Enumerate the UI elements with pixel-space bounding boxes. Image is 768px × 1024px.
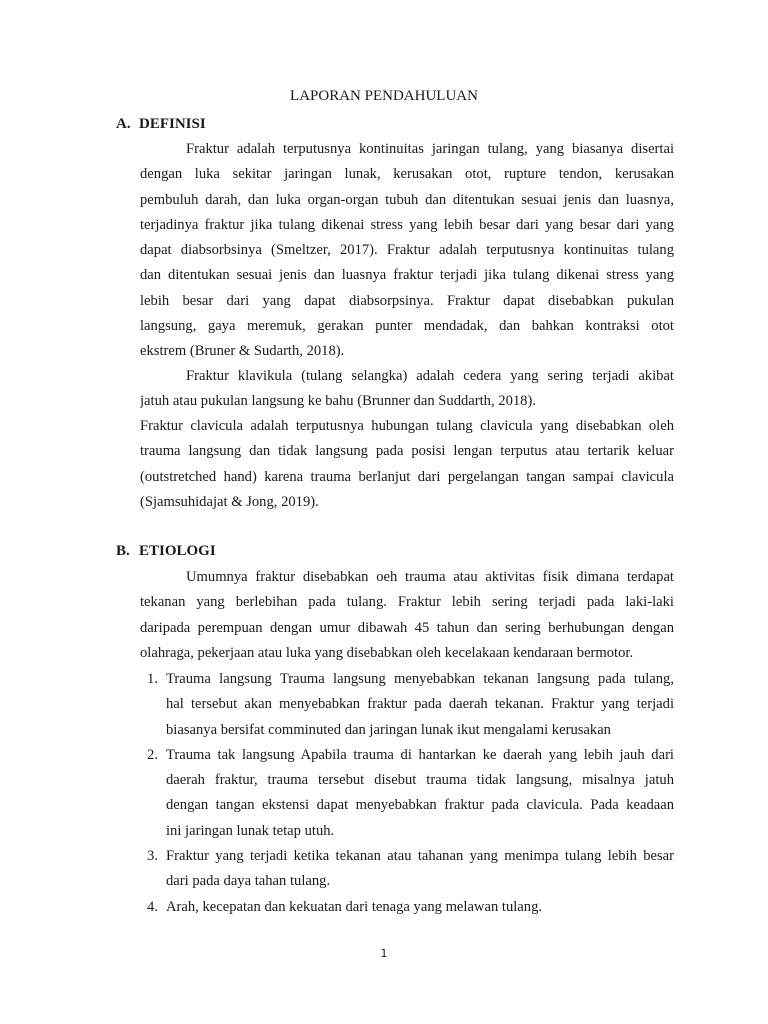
definisi-paragraph-3 <box>140 414 674 515</box>
text-line: Fraktur adalah terputusnya kontinuitas jaringan tulang, yang biasanya disertai <box>186 141 674 157</box>
etiologi-list <box>140 667 674 920</box>
text-line: daripada perempuan dengan umur dibawah 45 tahun dan sering berhubungan dengan <box>140 619 674 636</box>
text-line: biasanya bersifat comminuted dan jaringan lunak ikut mengalami kerusakan <box>166 721 611 738</box>
definisi-paragraph-1 <box>140 137 674 365</box>
text-line: lebih besar dari yang dapat diabsorpsinya. Fraktur dapat disebabkan pukulan <box>140 292 674 309</box>
section-a-title: DEFINISI <box>139 116 206 132</box>
section-b-title: ETIOLOGI <box>139 543 216 559</box>
text-line: Trauma langsung Trauma langsung menyebabkan tekanan langsung pada tulang, <box>166 671 674 687</box>
text-line: Umumnya fraktur disebabkan oeh trauma atau aktivitas fisik dimana terdapat <box>186 569 674 585</box>
text-line: olahraga, pekerjaan atau luka yang disebabkan oleh kecelakaan kendaraan bermotor. <box>140 644 634 661</box>
text-line: daerah fraktur, trauma tersebut disebut trauma tidak langsung, misalnya jatuh <box>166 772 674 789</box>
text-line: Trauma tak langsung Apabila trauma di hantarkan ke daerah yang lebih jauh dari <box>166 746 674 763</box>
text-line: Fraktur yang terjadi ketika tekanan atau tahanan yang menimpa tulang lebih besar <box>166 848 674 865</box>
text-line: dengan tangan ekstensi dapat menyebabkan fraktur pada clavicula. Pada keadaan <box>166 797 674 814</box>
text-line: (Sjamsuhidajat & Jong, 2019). <box>140 493 319 510</box>
text-line: hal tersebut akan menyebabkan fraktur pada daerah tekanan. Fraktur yang terjadi <box>166 696 674 713</box>
section-a-number: A. <box>116 116 131 132</box>
text-line: jatuh atau pukulan langsung ke bahu (Brunner dan Suddarth, 2018). <box>140 393 536 410</box>
section-b-heading <box>116 541 216 561</box>
text-line: Arah, kecepatan dan kekuatan dari tenaga yang melawan tulang. <box>166 898 543 915</box>
text-line: dapat diabsorbsinya (Smeltzer, 2017). Fraktur adalah terputusnya kontinuitas tulang <box>140 242 674 259</box>
text-line: ini jaringan lunak tetap utuh. <box>166 822 335 839</box>
section-a-heading <box>116 114 206 134</box>
text-line: dengan luka sekitar jaringan lunak, kerusakan otot, rupture tendon, kerusakan <box>140 166 674 183</box>
text-line: dan ditentukan sesuai jenis dan luasnya fraktur terjadi jika tulang dikenai stress yang <box>140 267 674 284</box>
text-line: Fraktur clavicula adalah terputusnya hubungan tulang clavicula yang disebabkan oleh <box>140 418 674 434</box>
text-line: terjadinya fraktur jika tulang dikenai stress yang lebih besar dari yang besar dari yang <box>140 216 674 233</box>
list-item-number: 2. <box>147 746 158 763</box>
section-b-number: B. <box>116 543 130 559</box>
text-line: langsung, gaya meremuk, gerakan punter mendadak, dan bahkan kontraksi otot <box>140 318 674 335</box>
list-item-number: 3. <box>147 848 158 865</box>
text-line: dari pada daya tahan tulang. <box>166 873 331 890</box>
text-line: pembuluh darah, dan luka organ-organ tubuh dan ditentukan sesuai jenis dan luasnya, <box>140 191 674 208</box>
list-item-number: 4. <box>147 898 158 915</box>
text-line: trauma langsung dan tidak langsung pada posisi lengan terputus atau tertarik keluar <box>140 443 674 460</box>
text-line: tekanan yang berlebihan pada tulang. Fraktur lebih sering terjadi pada laki-laki <box>140 594 674 611</box>
etiologi-paragraph <box>140 565 674 666</box>
text-line: ekstrem (Bruner & Sudarth, 2018). <box>140 343 345 360</box>
text-line: Fraktur klavikula (tulang selangka) adalah cedera yang sering terjadi akibat <box>186 368 674 384</box>
list-item <box>140 743 674 844</box>
document-title: LAPORAN PENDAHULUAN <box>290 88 478 104</box>
page-number: 1 <box>380 947 388 960</box>
definisi-paragraph-2 <box>140 364 674 415</box>
list-item <box>140 895 674 920</box>
list-item-number: 1. <box>147 671 158 687</box>
list-item <box>140 667 674 743</box>
text-line: (outstretched hand) karena trauma berlanjut dari pergelangan tangan sampai clavicula <box>140 468 674 485</box>
list-item <box>140 844 674 895</box>
